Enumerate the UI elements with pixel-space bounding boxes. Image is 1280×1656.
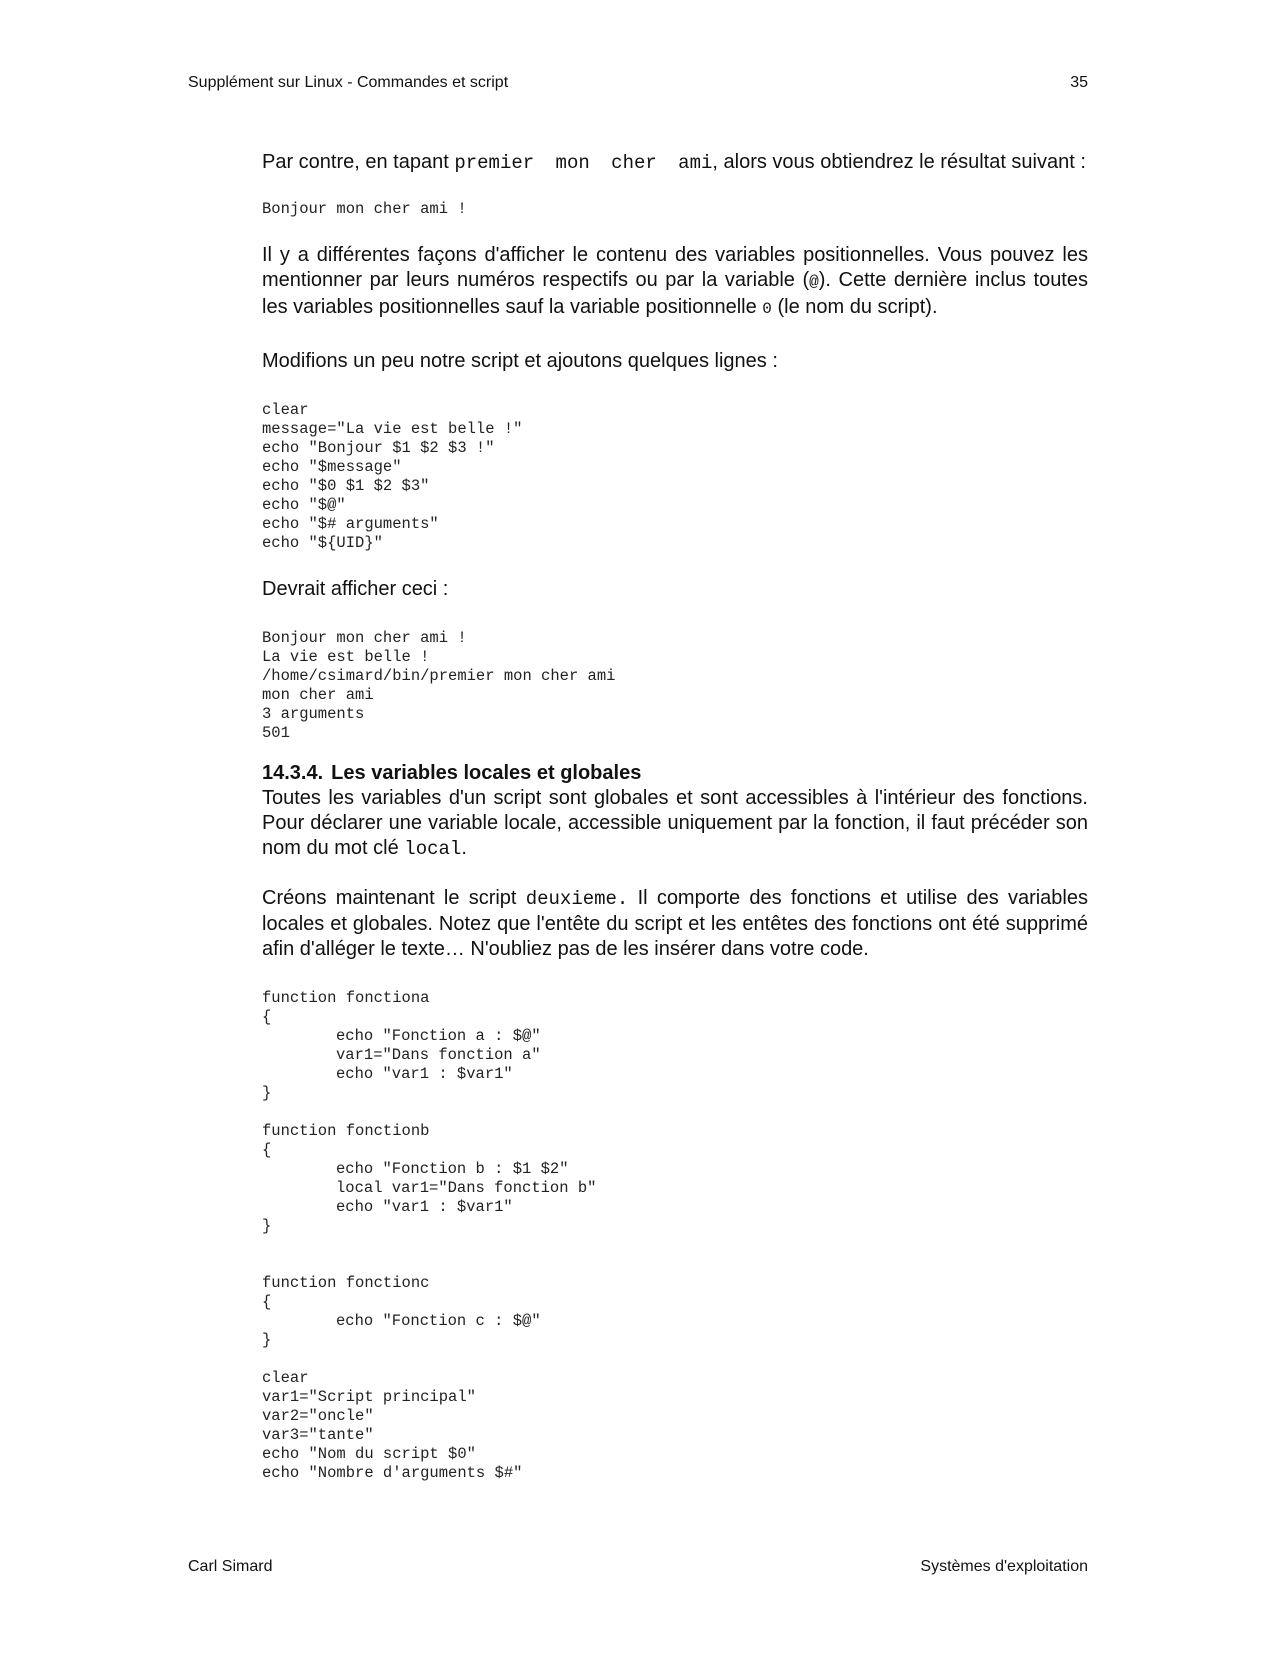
code-line: echo "var1 : $var1" [336,1065,513,1083]
paragraph-text: . [461,837,467,859]
page-number: 35 [1070,74,1088,91]
inline-code: deuxieme. [525,888,629,910]
inline-code: premier mon cher ami [454,152,713,174]
code-line: echo "$message" [262,458,402,476]
code-line: var1="Dans fonction a" [336,1046,541,1064]
code-line: echo "${UID}" [262,534,383,552]
code-line: { [262,1293,272,1311]
code-line: echo "$0 $1 $2 $3" [262,477,430,495]
running-header [188,72,1088,94]
code-block-script-2 [262,989,1088,1483]
section-number: 14.3.4. [262,762,324,784]
footer-course: Systèmes d'exploitation [920,1558,1088,1575]
code-line: Bonjour mon cher ami ! [262,200,467,218]
code-line: 501 [262,724,290,742]
code-line: echo "Fonction b : $1 $2" [336,1160,569,1178]
code-line: echo "Fonction c : $@" [336,1312,541,1330]
code-line: echo "Nombre d'arguments $#" [262,1464,523,1482]
code-blank-line [262,1103,1088,1122]
paragraph-should-display: Devrait afficher ceci : [262,578,449,600]
footer-author: Carl Simard [188,1558,273,1575]
code-line: /home/csimard/bin/premier mon cher ami [262,667,616,685]
inline-code: local [404,838,462,860]
section-heading [262,761,1088,786]
code-blank-line [262,1350,1088,1369]
code-line: Bonjour mon cher ami ! [262,629,467,647]
paragraph-modify: Modifions un peu notre script et ajoutons quelques lignes : [262,350,778,372]
paragraph-text: ). Cette dernière inclus toutes les variables positionnelles sauf la variable positionnelle [262,269,1088,318]
code-blank-line [262,1236,1088,1255]
code-line: } [262,1331,272,1349]
code-line: } [262,1217,272,1235]
running-footer [188,1556,1088,1578]
code-line: echo "Nom du script $0" [262,1445,476,1463]
page-content [262,150,1088,1483]
code-line: echo "var1 : $var1" [336,1198,513,1216]
code-line: local var1="Dans fonction b" [336,1179,597,1197]
code-line: echo "Bonjour $1 $2 $3 !" [262,439,495,457]
code-line: { [262,1008,272,1026]
paragraph-global-vars [262,786,1088,862]
code-line: var3="tante" [262,1426,374,1444]
code-block-output-1 [262,200,1088,219]
code-line: var1="Script principal" [262,1388,476,1406]
paragraph-text: , alors vous obtiendrez le résultat suivant : [712,151,1086,173]
code-line: mon cher ami [262,686,374,704]
code-block-script-1 [262,401,1088,553]
paragraph-text: Créons maintenant le script [262,887,526,909]
code-line: echo "$# arguments" [262,515,439,533]
code-line: function fonctiona [262,989,430,1007]
header-title: Supplément sur Linux - Commandes et script [188,74,509,91]
inline-code: @ [809,273,819,291]
code-line: echo "$@" [262,496,346,514]
code-line: message="La vie est belle !" [262,420,523,438]
paragraph-text: Il y a différentes façons d'afficher le contenu des variables positionnelles. Vous pouvez les mentionner par leurs numéros respectifs ou par la variable ( [262,244,1088,291]
paragraph-text: Il comporte des fonctions et utilise des variables locales et globales. Notez que l'entête du script et les entêtes des fonctions ont été supprimé afin d'alléger le texte… N'oubliez pas de les insérer dans votre code. [262,887,1088,960]
code-line: var2="oncle" [262,1407,374,1425]
code-line: { [262,1141,272,1159]
paragraph-text: Toutes les variables d'un script sont globales et sont accessibles à l'intérieur des fonctions. Pour déclarer une variable locale, accessible uniquement par la fonction, il faut précéder son nom du mot clé [262,787,1088,859]
paragraph-positional [262,243,1088,322]
code-line: clear [262,1369,309,1387]
code-blank-line [262,1255,1088,1274]
code-line: } [262,1084,272,1102]
code-line: La vie est belle ! [262,648,430,666]
code-line: 3 arguments [262,705,365,723]
code-block-output-2 [262,629,1088,743]
code-line: function fonctionc [262,1274,430,1292]
inline-code: 0 [762,300,772,318]
paragraph-intro [262,150,1088,176]
section-title: Les variables locales et globales [331,762,642,784]
code-line: clear [262,401,309,419]
paragraph-create-script [262,886,1088,962]
code-line: function fonctionb [262,1122,430,1140]
paragraph-text: Par contre, en tapant [262,151,455,173]
code-line: echo "Fonction a : $@" [336,1027,541,1045]
paragraph-text: (le nom du script). [771,296,938,318]
